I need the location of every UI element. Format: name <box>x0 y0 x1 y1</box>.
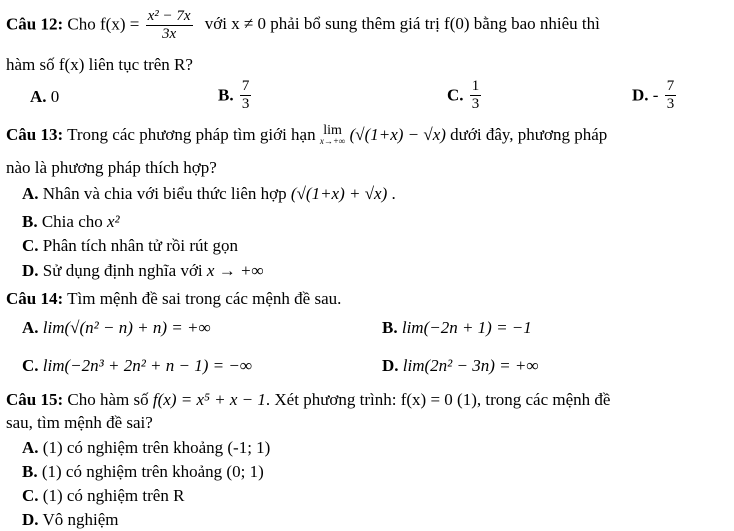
q12-option-d-label: D. <box>632 85 649 105</box>
q14-option-d-expr: lim(2n² − 3n) = +∞ <box>402 356 539 375</box>
q14-option-c[interactable] <box>22 356 252 376</box>
q14-option-d-label: D. <box>382 356 399 375</box>
q12-option-d-sign: - <box>652 85 659 105</box>
q13-option-d[interactable] <box>22 261 264 281</box>
q15-line1 <box>6 390 610 410</box>
q13-text2: dưới đây, phương pháp <box>450 125 608 144</box>
q15-option-b[interactable] <box>22 462 264 482</box>
q13-expression: (√(1+x) − √x) <box>349 125 446 144</box>
q13-option-b-label: B. <box>22 212 38 231</box>
q12-numerator: x² − 7x <box>147 8 191 24</box>
q12-option-d-fraction <box>665 78 677 113</box>
q13-limit <box>320 125 345 147</box>
q15-option-a[interactable] <box>22 438 270 458</box>
q12-option-c-fraction <box>470 78 482 113</box>
q12-option-a-value: 0 <box>50 87 60 106</box>
q12-fraction <box>146 8 193 43</box>
q13-option-a-end: . <box>391 184 396 203</box>
q15-function: f(x) = x⁵ + x − 1 <box>152 390 266 409</box>
q12-option-d-den: 3 <box>666 96 675 112</box>
q12-label: Câu 12: <box>6 14 64 34</box>
q12-line2 <box>6 55 193 75</box>
q12-option-c[interactable] <box>447 78 483 113</box>
q12-option-b[interactable] <box>218 78 253 113</box>
q13-option-a-label: A. <box>22 184 39 203</box>
q13-line2 <box>6 158 217 178</box>
q13-option-d-text: Sử dụng định nghĩa với <box>42 261 203 280</box>
q13-text3: nào là phương pháp thích hợp? <box>6 158 217 177</box>
q15-option-d[interactable] <box>22 510 119 530</box>
q14-option-a[interactable] <box>22 318 211 338</box>
q15-text3: sau, tìm mệnh đề sai? <box>6 413 153 432</box>
q13-option-a[interactable] <box>22 184 396 204</box>
q13-option-b-text: Chia cho <box>41 212 103 231</box>
q13-option-d-expr: x → +∞ <box>206 261 264 280</box>
q12-text2: với x ≠ 0 phải bổ sung thêm giá trị f(0) bằng bao nhiêu thì <box>204 14 600 34</box>
q14-line1 <box>6 289 341 309</box>
q15-option-b-text: (1) có nghiệm trên khoảng (0; 1) <box>41 462 264 481</box>
q12-option-a-label: A. <box>30 87 47 106</box>
q13-option-d-label: D. <box>22 261 39 280</box>
q13-line1 <box>6 125 607 147</box>
q13-option-c-text: Phân tích nhân tử rồi rút gọn <box>42 236 239 255</box>
q13-lim-word: lim <box>323 123 342 139</box>
q15-line2 <box>6 413 153 433</box>
q12-option-c-den: 3 <box>471 96 480 112</box>
q15-option-c-text: (1) có nghiệm trên R <box>42 486 185 505</box>
q14-option-b-label: B. <box>382 318 398 337</box>
q13-option-b[interactable] <box>22 212 120 232</box>
q12-denominator: 3x <box>161 26 177 42</box>
q12-line1 <box>6 8 600 43</box>
q12-option-b-label: B. <box>218 85 234 105</box>
q14-option-a-expr: lim(√(n² − n) + n) = +∞ <box>42 318 211 337</box>
q14-option-c-expr: lim(−2n³ + 2n² + n − 1) = −∞ <box>42 356 252 375</box>
q12-option-a[interactable] <box>30 87 59 107</box>
q13-option-b-expr: x² <box>107 212 120 231</box>
q12-text1: Cho f(x) = <box>67 14 140 34</box>
q14-option-a-label: A. <box>22 318 39 337</box>
q14-text1: Tìm mệnh đề sai trong các mệnh đề sau. <box>67 289 342 308</box>
q14-option-b-expr: lim(−2n + 1) = −1 <box>401 318 532 337</box>
q12-text3: hàm số f(x) liên tục trên R? <box>6 55 193 74</box>
q12-option-c-num: 1 <box>471 78 480 94</box>
q15-option-b-label: B. <box>22 462 38 481</box>
q15-label: Câu 15: <box>6 390 64 409</box>
q13-option-c[interactable] <box>22 236 238 256</box>
q15-option-c-label: C. <box>22 486 39 505</box>
q14-option-c-label: C. <box>22 356 39 375</box>
q15-option-a-text: (1) có nghiệm trên khoảng (-1; 1) <box>42 438 271 457</box>
q13-label: Câu 13: <box>6 125 64 144</box>
q15-option-c[interactable] <box>22 486 184 506</box>
q12-option-b-den: 3 <box>241 96 250 112</box>
q12-option-d-num: 7 <box>666 78 675 94</box>
q14-label: Câu 14: <box>6 289 64 308</box>
q13-option-c-label: C. <box>22 236 39 255</box>
q14-option-d[interactable] <box>382 356 538 376</box>
q12-option-c-label: C. <box>447 85 464 105</box>
q13-option-a-text: Nhân và chia với biểu thức liên hợp <box>42 184 287 203</box>
q15-option-d-text: Vô nghiệm <box>42 510 119 529</box>
q15-option-a-label: A. <box>22 438 39 457</box>
q12-option-b-fraction <box>240 78 252 113</box>
q15-option-d-label: D. <box>22 510 39 529</box>
q13-option-a-expr: (√(1+x) + √x) <box>290 184 388 203</box>
q12-option-d[interactable] <box>632 78 678 113</box>
q13-lim-sub: x→+∞ <box>319 136 346 147</box>
q14-option-b[interactable] <box>382 318 532 338</box>
q12-option-b-num: 7 <box>241 78 250 94</box>
q15-text2: . Xét phương trình: f(x) = 0 (1), trong các mệnh đề <box>265 390 611 409</box>
q15-text1: Cho hàm số <box>67 390 149 409</box>
q13-text1: Trong các phương pháp tìm giới hạn <box>67 125 316 144</box>
